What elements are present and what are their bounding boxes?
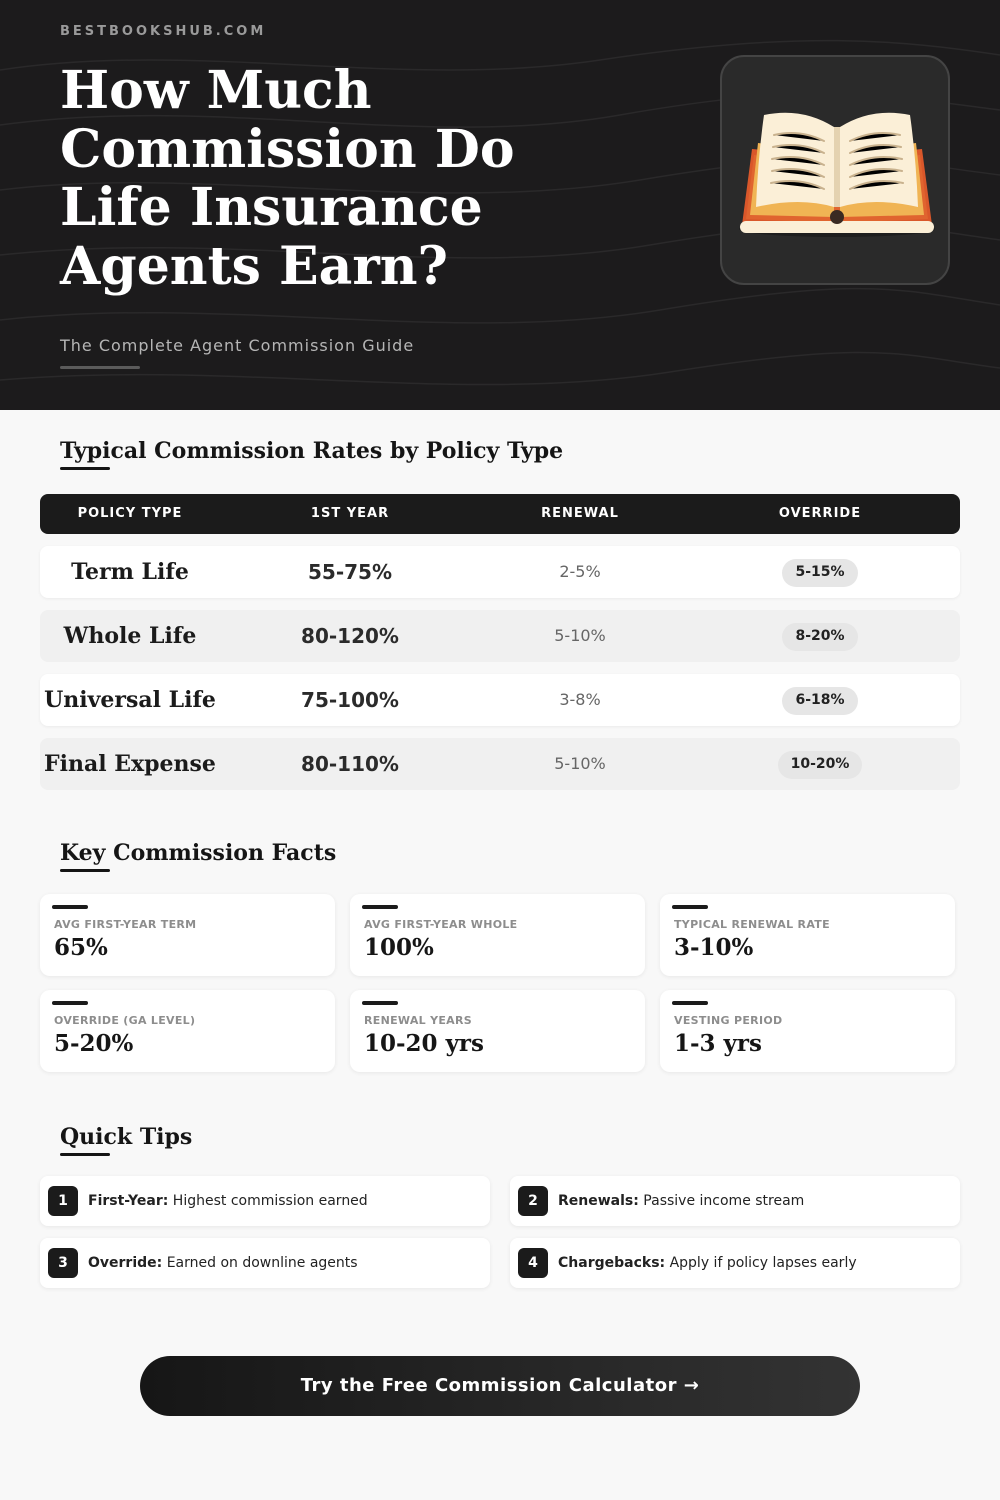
renewal-cell: 5-10% (554, 754, 606, 773)
tip-text (558, 1238, 857, 1288)
fact-label: RENEWAL YEARS (364, 1014, 472, 1027)
renewal-cell: 2-5% (559, 562, 601, 581)
page-subtitle: The Complete Agent Commission Guide (60, 336, 415, 355)
card-accent-bar (362, 905, 398, 909)
override-cell (740, 610, 900, 662)
facts-heading: Key Commission Facts (60, 840, 337, 866)
card-accent-bar (52, 905, 88, 909)
policy-type-cell: Final Expense (44, 751, 216, 777)
tip-number-badge: 4 (518, 1248, 548, 1278)
override-badge: 6-18% (782, 687, 857, 715)
card-accent-bar (52, 1001, 88, 1005)
fact-label: AVG FIRST-YEAR TERM (54, 918, 197, 931)
table-row (40, 610, 960, 662)
subtitle-underline (60, 366, 140, 369)
tip-title: First-Year: (88, 1193, 169, 1209)
table-row (40, 546, 960, 598)
tips-heading-underline (60, 1153, 110, 1156)
first-year-cell: 80-110% (301, 752, 399, 776)
tip-card (40, 1176, 490, 1226)
tip-number-badge: 1 (48, 1186, 78, 1216)
tip-card (510, 1238, 960, 1288)
rates-heading: Typical Commission Rates by Policy Type (60, 438, 564, 464)
policy-type-cell: Term Life (71, 559, 189, 585)
tip-text (88, 1238, 358, 1288)
fact-value: 1-3 yrs (674, 1030, 762, 1057)
tip-card (40, 1238, 490, 1288)
fact-card (660, 990, 955, 1072)
book-tile (720, 55, 950, 285)
tip-card (510, 1176, 960, 1226)
facts-heading-underline (60, 869, 110, 872)
calculator-cta-button[interactable]: Try the Free Commission Calculator → (140, 1356, 860, 1416)
page-title: How Much Commission Do Life Insurance Agents Earn? (60, 60, 515, 297)
renewal-cell: 5-10% (554, 626, 606, 645)
tips-heading: Quick Tips (60, 1124, 193, 1150)
column-header-policy-type: POLICY TYPE (77, 506, 183, 521)
tip-text (88, 1176, 368, 1226)
tip-title: Chargebacks: (558, 1255, 666, 1271)
fact-card (350, 894, 645, 976)
first-year-cell: 80-120% (301, 624, 399, 648)
fact-value: 65% (54, 934, 108, 961)
column-header-renewal: RENEWAL (541, 506, 619, 521)
override-badge: 10-20% (778, 751, 863, 779)
column-header-override: OVERRIDE (778, 506, 862, 521)
fact-card (660, 894, 955, 976)
fact-card (40, 894, 335, 976)
hero-header (0, 0, 1000, 410)
policy-type-cell: Whole Life (63, 623, 197, 649)
table-row (40, 738, 960, 790)
fact-label: OVERRIDE (GA LEVEL) (54, 1014, 196, 1027)
renewal-cell: 3-8% (559, 690, 601, 709)
override-badge: 8-20% (782, 623, 857, 651)
fact-card (350, 990, 645, 1072)
card-accent-bar (672, 1001, 708, 1005)
first-year-cell: 75-100% (301, 688, 399, 712)
fact-value: 10-20 yrs (364, 1030, 484, 1057)
card-accent-bar (672, 905, 708, 909)
fact-value: 100% (364, 934, 434, 961)
override-cell (740, 546, 900, 598)
fact-label: TYPICAL RENEWAL RATE (674, 918, 830, 931)
override-cell (740, 738, 900, 790)
tip-description: Highest commission earned (168, 1193, 368, 1209)
tip-text (558, 1176, 804, 1226)
override-badge: 5-15% (782, 559, 857, 587)
fact-card (40, 990, 335, 1072)
tip-number-badge: 3 (48, 1248, 78, 1278)
fact-value: 5-20% (54, 1030, 134, 1057)
fact-value: 3-10% (674, 934, 754, 961)
column-header-first-year: 1ST YEAR (310, 506, 390, 521)
override-cell (740, 674, 900, 726)
tip-description: Passive income stream (638, 1193, 805, 1209)
tip-title: Override: (88, 1255, 163, 1271)
tip-number-badge: 2 (518, 1186, 548, 1216)
site-name: BESTBOOKSHUB.COM (60, 24, 267, 39)
tip-description: Apply if policy lapses early (665, 1255, 857, 1271)
policy-type-cell: Universal Life (44, 687, 216, 713)
fact-label: VESTING PERIOD (674, 1014, 783, 1027)
open-book-icon (722, 57, 952, 287)
tip-title: Renewals: (558, 1193, 639, 1209)
fact-label: AVG FIRST-YEAR WHOLE (364, 918, 518, 931)
table-header (40, 494, 960, 534)
first-year-cell: 55-75% (307, 560, 392, 584)
rates-heading-underline (60, 467, 110, 470)
card-accent-bar (362, 1001, 398, 1005)
table-row (40, 674, 960, 726)
tip-description: Earned on downline agents (162, 1255, 358, 1271)
